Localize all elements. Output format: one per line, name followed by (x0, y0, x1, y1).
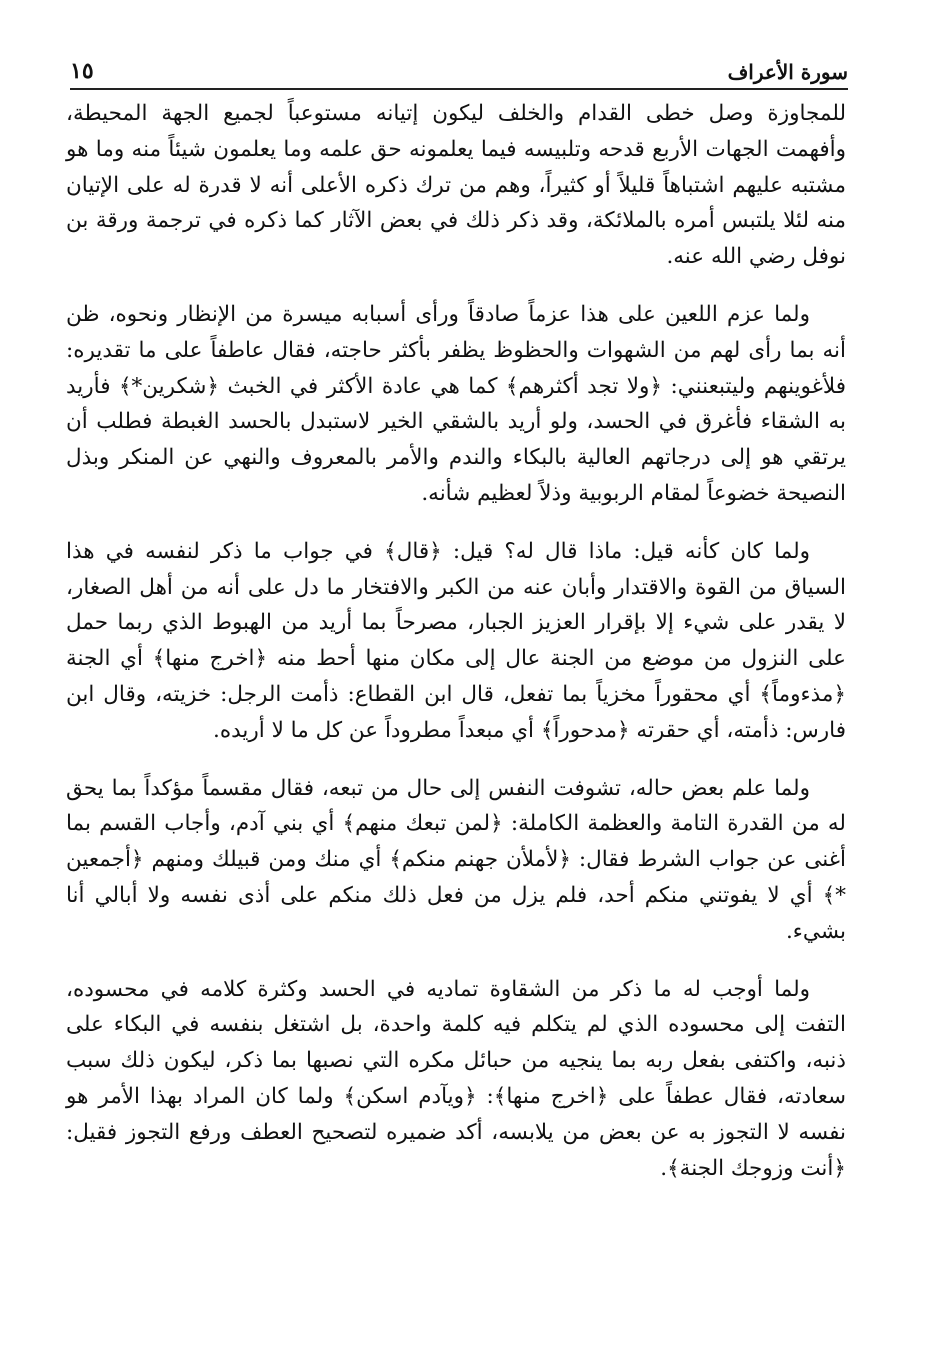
paragraph: للمجاوزة وصل خطى القدام والخلف ليكون إتيانه مستوعباً لجميع الجهة المحيطة، وأفهمت الجهات الأربع قدحه وتلبيسه فيما يعلمونه حق علمه وما يعلمون شيئاً منه وما هو مشتبه عليهم اشتباهاً قليلاً أو كثيراً، وهم من ترك ذكره الأعلى أنه لا قدرة له على الإتيان منه لئلا يلتبس أمره بالملائكة، وقد ذكر ذلك في بعض الآثار كما ذكره في ترجمة ورقة بن نوفل رضي الله عنه. (66, 101, 846, 270)
paragraph: ولما كان كأنه قيل: ماذا قال له؟ قيل: ﴿قال﴾ في جواب ما ذكر لنفسه في هذا السياق من القوة والاقتدار وأبان عنه من الكبر والافتخار ما دل على أنه من أهل الصغار، لا يقدر على شيء إلا بإقرار العزيز الجبار، مصرحاً بما أريد من الهبوط الذي ربما حمل على النزول من موضع من الجنة عال إلى مكان منها أحط منه ﴿اخرج منها﴾ أي الجنة ﴿مذءوماً﴾ أي محقوراً مخزياً بما تفعل، قال ابن القطاع: ذأمت الرجل: خزيته، وقال ابن فارس: ذأمته، أي حقرته ﴿مدحوراً﴾ أي مبعداً مطروداً عن كل ما لا أريده. (66, 538, 846, 743)
page-body (66, 96, 846, 1208)
paragraph: ولما علم بعض حاله، تشوفت النفس إلى حال من تبعه، فقال مقسماً مؤكداً بما يحق له من القدرة التامة والعظمة الكاملة: ﴿لمن تبعك منهم﴾ أي بني آدم، وأجاب القسم بما أغنى عن جواب الشرط فقال: ﴿لأملأن جهنم منكم﴾ أي منك ومن قبيلك ومنهم ﴿أجمعين *﴾ أي لا يفوتني منكم أحد، فلم يزل من فعل ذلك منكم على أذى نفسه ولا أبالي أنا بشيء. (66, 775, 846, 944)
page-header (70, 52, 848, 84)
surah-title: سورة الأعراف (727, 60, 848, 84)
page-number: ١٥ (70, 58, 94, 84)
header-divider (70, 88, 848, 90)
paragraph: ولما أوجب له ما ذكر من الشقاوة تماديه في الحسد وكثرة كلامه في محسوده، التفت إلى محسوده الذي لم يتكلم فيه كلمة واحدة، بل اشتغل بنفسه في البكاء على ذنبه، واكتفى بفعل ربه بما ينجيه من حبائل مكره التي نصبها بما ذكر، ليكون ذلك سبب سعادته، فقال عطفاً على ﴿اخرج منها﴾: ﴿ويآدم اسكن﴾ ولما كان المراد بهذا الأمر هو نفسه لا التجوز به عن بعض من يلابسه، أكد ضميره لتصحيح العطف ورفع التجوز فقيل: ﴿أنت وزوجك الجنة﴾. (66, 976, 846, 1181)
paragraph: ولما عزم اللعين على هذا عزماً صادقاً ورأى أسبابه ميسرة من الإنظار ونحوه، ظن أنه بما رأى لهم من الشهوات والحظوظ يظفر بأكثر حاجته، فقال عاطفاً على ما تقديره: فلأغوينهم وليتبعنني: ﴿ولا تجد أكثرهم﴾ كما هي عادة الأكثر في الخبث ﴿شكرين*﴾ فأريد به الشقاء فأغرق في الحسد، ولو أريد بالشقي الخير لاستبدل بالحسد الغبطة فطلب أن يرتقي هو إلى درجاتهم العالية بالبكاء والندم والأمر بالمعروف والنهي عن المنكر وبذل النصيحة خضوعاً لمقام الربوبية وذلاً لعظيم شأنه. (66, 301, 846, 506)
